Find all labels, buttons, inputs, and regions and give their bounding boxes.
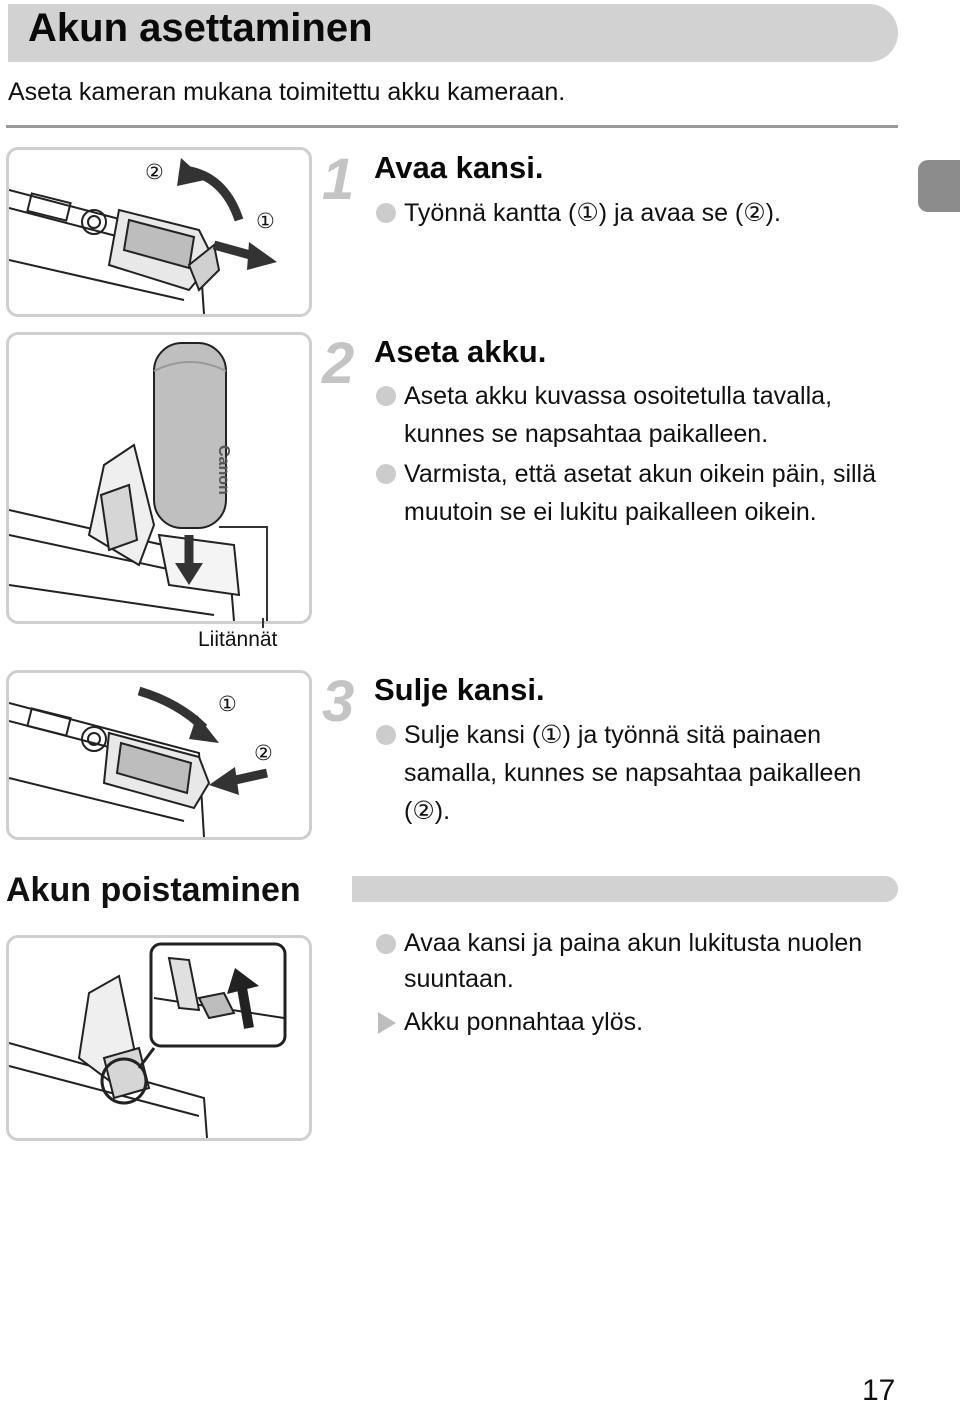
figure3-marker-2: ② — [254, 742, 273, 765]
page-number: 17 — [862, 1374, 896, 1407]
divider — [6, 125, 898, 128]
connectors-callout: Liitännät — [198, 628, 278, 651]
step-1-number: 1 — [322, 147, 355, 212]
chapter-tab — [918, 160, 960, 212]
figure3-marker-1: ① — [218, 693, 237, 716]
page-title: Akun asettaminen — [28, 6, 373, 50]
battery-insert-illustration — [9, 335, 309, 621]
step-2-heading: Aseta akku. — [374, 334, 547, 369]
step-3-number: 3 — [322, 669, 355, 734]
bullet-icon — [376, 934, 396, 954]
page-subtitle: Aseta kameran mukana toimitettu akku kameraan. — [8, 78, 566, 106]
bullet-icon — [376, 464, 396, 484]
figure-remove-battery — [6, 935, 312, 1141]
removal-bullet: Avaa kansi ja paina akun lukitusta nuolen suuntaan. — [376, 925, 906, 997]
removal-title-bar — [352, 876, 898, 902]
step-1-bullet: Työnnä kantta (①) ja avaa se (②). — [376, 194, 896, 232]
battery-brand-label: Canon — [215, 445, 232, 495]
callout-leader — [262, 618, 264, 628]
removal-result: Akku ponnahtaa ylös. — [376, 1003, 906, 1041]
step-2-bullet-1: Aseta akku kuvassa osoitetulla tavalla, kunnes se napsahtaa paikalleen. — [376, 377, 906, 453]
figure-insert-battery — [6, 332, 312, 624]
step-2-number: 2 — [322, 331, 355, 396]
result-arrow-icon — [378, 1012, 396, 1034]
step-1-heading: Avaa kansi. — [374, 150, 544, 185]
bullet-icon — [376, 725, 396, 745]
battery-removal-illustration — [9, 938, 309, 1138]
step-3-heading: Sulje kansi. — [374, 672, 545, 707]
bullet-icon — [376, 386, 396, 406]
figure1-marker-2: ② — [145, 161, 164, 184]
figure1-marker-1: ① — [256, 210, 275, 233]
step-2-bullet-2: Varmista, että asetat akun oikein päin, sillä muutoin se ei lukitu paikalleen oikein. — [376, 455, 906, 531]
removal-title: Akun poistaminen — [6, 871, 301, 909]
bullet-icon — [376, 203, 396, 223]
step-3-bullet: Sulje kansi (①) ja työnnä sitä painaen samalla, kunnes se napsahtaa paikalleen (②). — [376, 716, 906, 830]
